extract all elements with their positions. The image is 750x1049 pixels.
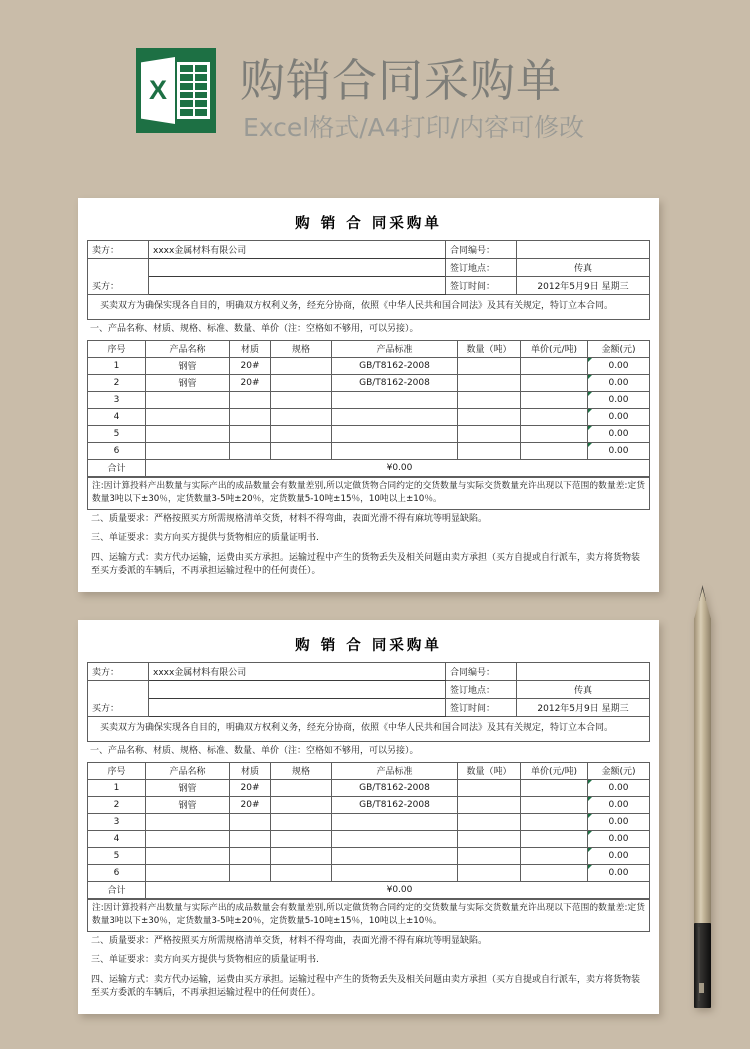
contract-no-value[interactable] [517, 663, 650, 681]
table-row [88, 864, 650, 881]
cell-name[interactable] [146, 442, 230, 459]
spacer-cell-left [88, 259, 149, 277]
comment-flag-icon [588, 848, 592, 852]
cell-price[interactable] [521, 813, 588, 830]
pencil-ferrule [694, 923, 711, 1008]
table-row [88, 259, 650, 277]
comment-flag-icon [588, 375, 592, 379]
col-header-spec: 规格 [271, 762, 332, 779]
sign-place-label: 签订地点： [446, 259, 517, 277]
col-header-material: 材质 [230, 762, 271, 779]
promo-banner [0, 0, 750, 180]
cell-material[interactable] [230, 847, 271, 864]
cell-material[interactable] [230, 425, 271, 442]
contract-info-table [87, 240, 650, 295]
cell-material[interactable] [230, 442, 271, 459]
cell-qty[interactable] [458, 408, 521, 425]
cell-no[interactable]: 3 [88, 813, 146, 830]
col-header-amount: 金额(元) [588, 340, 650, 357]
clause-two: 二、质量要求：严格按照买方所需规格清单交货，材料不得弯曲，表面光滑不得有麻坑等明显缺陷。 [91, 935, 488, 946]
cell-price[interactable] [521, 779, 588, 796]
cell-material[interactable] [230, 391, 271, 408]
cell-amount[interactable]: 0.00 [588, 408, 650, 425]
section-one-heading: 一、产品名称、材质、规格、标准、数量、单价（注：空格如不够用，可以另接）。 [90, 746, 419, 756]
cell-name[interactable]: 钢管 [146, 357, 230, 374]
cell-amount[interactable]: 0.00 [588, 830, 650, 847]
quantity-tolerance-note: 注:因计算投料产出数量与实际产出的成品数量会有数量差别,所以定做货物合同约定的交货数量与实际交货数量充许出现以下范围的数量差:定货数量3吨以下±30％，定货数量3-5吨±20％，定货数量5-10吨±15％，10吨以上±10％。 [88, 899, 650, 931]
cell-qty[interactable] [458, 374, 521, 391]
cell-price[interactable] [521, 408, 588, 425]
table-header-row [88, 340, 650, 357]
cell-amount[interactable]: 0.00 [588, 864, 650, 881]
cell-no[interactable]: 2 [88, 796, 146, 813]
clause-four: 四、运输方式：卖方代办运输，运费由买方承担。运输过程中产生的货物丢失及相关问题由卖方承担（买方自提或自行派车，卖方将货物装至买方委派的车辆后，不再承担运输过程中的任何责任）。 [91, 974, 641, 999]
sign-place-label: 签订地点： [446, 681, 517, 699]
cell-spec[interactable] [271, 864, 332, 881]
cell-qty[interactable] [458, 830, 521, 847]
cell-price[interactable] [521, 847, 588, 864]
cell-standard[interactable] [332, 830, 458, 847]
table-total-row [88, 459, 650, 476]
comment-flag-icon [588, 392, 592, 396]
col-header-spec: 规格 [271, 340, 332, 357]
col-header-price: 单价(元/吨) [521, 762, 588, 779]
cell-price[interactable] [521, 425, 588, 442]
seller-value[interactable]: xxxx金属材料有限公司 [149, 241, 446, 259]
cell-standard[interactable] [332, 864, 458, 881]
cell-material[interactable] [230, 830, 271, 847]
cell-standard[interactable] [332, 408, 458, 425]
total-label: 合计 [88, 881, 146, 898]
cell-price[interactable] [521, 796, 588, 813]
table-row [88, 663, 650, 681]
cell-amount[interactable]: 0.00 [588, 357, 650, 374]
cell-no[interactable]: 5 [88, 425, 146, 442]
sign-time-value[interactable]: 2012年5月9日 星期三 [517, 699, 650, 717]
quantity-tolerance-note: 注:因计算投料产出数量与实际产出的成品数量会有数量差别,所以定做货物合同约定的交货数量与实际交货数量充许出现以下范围的数量差:定货数量3吨以下±30％，定货数量3-5吨±20％，定货数量5-10吨±15％，10吨以上±10％。 [88, 477, 650, 509]
cell-name[interactable] [146, 830, 230, 847]
cell-spec[interactable] [271, 391, 332, 408]
cell-amount[interactable]: 0.00 [588, 796, 650, 813]
cell-qty[interactable] [458, 796, 521, 813]
table-row [88, 830, 650, 847]
pencil-body [694, 618, 711, 924]
sign-time-value[interactable]: 2012年5月9日 星期三 [517, 277, 650, 295]
cell-standard[interactable]: GB/T8162-2008 [332, 779, 458, 796]
cell-no[interactable]: 2 [88, 374, 146, 391]
table-row [88, 681, 650, 699]
seller-label: 卖方： [88, 241, 149, 259]
col-header-qty: 数量（吨） [458, 762, 521, 779]
col-header-standard: 产品标准 [332, 762, 458, 779]
cell-amount[interactable]: 0.00 [588, 391, 650, 408]
cell-spec[interactable] [271, 357, 332, 374]
comment-flag-icon [588, 409, 592, 413]
cell-spec[interactable] [271, 408, 332, 425]
cell-qty[interactable] [458, 813, 521, 830]
cell-name[interactable]: 钢管 [146, 796, 230, 813]
cell-name[interactable]: 钢管 [146, 374, 230, 391]
cell-spec[interactable] [271, 374, 332, 391]
cell-price[interactable] [521, 864, 588, 881]
table-row [88, 408, 650, 425]
table-row [88, 391, 650, 408]
cell-no[interactable]: 4 [88, 408, 146, 425]
notes-table [87, 899, 650, 932]
comment-flag-icon [588, 426, 592, 430]
cell-qty[interactable] [458, 779, 521, 796]
preamble-text: 买卖双方为确保实现各自目的，明确双方权利义务，经充分协商，依照《中华人民共和国合同法》及其有关规定，特订立本合同。 [88, 295, 650, 320]
cell-standard[interactable] [332, 813, 458, 830]
cell-qty[interactable] [458, 391, 521, 408]
cell-name[interactable] [146, 864, 230, 881]
contract-sheet-preview-1 [78, 198, 659, 592]
contract-no-label: 合同编号： [446, 241, 517, 259]
cell-price[interactable] [521, 374, 588, 391]
cell-no[interactable]: 6 [88, 442, 146, 459]
col-header-name: 产品名称 [146, 340, 230, 357]
cell-amount[interactable]: 0.00 [588, 374, 650, 391]
clause-two: 二、质量要求：严格按照买方所需规格清单交货，材料不得弯曲，表面光滑不得有麻坑等明显缺陷。 [91, 513, 488, 524]
section-one-heading: 一、产品名称、材质、规格、标准、数量、单价（注：空格如不够用，可以另接）。 [90, 324, 419, 334]
cell-name[interactable] [146, 813, 230, 830]
cell-qty[interactable] [458, 425, 521, 442]
page-title: 购 销 合 同采购单 [295, 638, 442, 654]
preamble-table [87, 295, 650, 320]
cell-amount[interactable]: 0.00 [588, 425, 650, 442]
sign-time-label: 签订时间： [446, 699, 517, 717]
cell-no[interactable]: 3 [88, 391, 146, 408]
cell-no[interactable]: 5 [88, 847, 146, 864]
table-row [88, 442, 650, 459]
excel-file-icon [136, 48, 216, 133]
clause-three: 三、单证要求：卖方向买方提供与货物相应的质量证明书. [91, 533, 319, 544]
cell-no[interactable]: 1 [88, 779, 146, 796]
cell-standard[interactable] [332, 425, 458, 442]
cell-no[interactable]: 4 [88, 830, 146, 847]
seller-address-value[interactable] [149, 259, 446, 277]
cell-qty[interactable] [458, 357, 521, 374]
comment-flag-icon [588, 831, 592, 835]
cell-qty[interactable] [458, 864, 521, 881]
seller-value[interactable]: xxxx金属材料有限公司 [149, 663, 446, 681]
table-row [88, 241, 650, 259]
col-header-standard: 产品标准 [332, 340, 458, 357]
col-header-no: 序号 [88, 762, 146, 779]
contract-info-table [87, 662, 650, 717]
seller-label: 卖方： [88, 663, 149, 681]
cell-material[interactable]: 20# [230, 796, 271, 813]
col-header-name: 产品名称 [146, 762, 230, 779]
buyer-value[interactable] [149, 699, 446, 717]
contract-no-value[interactable] [517, 241, 650, 259]
pencil-ferrule-mark [699, 983, 704, 993]
cell-standard[interactable]: GB/T8162-2008 [332, 796, 458, 813]
preamble-table [87, 717, 650, 742]
cell-material[interactable]: 20# [230, 779, 271, 796]
table-row [88, 425, 650, 442]
cell-standard[interactable]: GB/T8162-2008 [332, 357, 458, 374]
cell-no[interactable]: 1 [88, 357, 146, 374]
cell-name[interactable]: 钢管 [146, 779, 230, 796]
cell-name[interactable] [146, 408, 230, 425]
comment-flag-icon [588, 865, 592, 869]
col-header-material: 材质 [230, 340, 271, 357]
cell-material[interactable]: 20# [230, 374, 271, 391]
cell-spec[interactable] [271, 779, 332, 796]
cell-no[interactable]: 6 [88, 864, 146, 881]
buyer-label: 买方： [88, 699, 149, 717]
comment-flag-icon [588, 358, 592, 362]
cell-spec[interactable] [271, 813, 332, 830]
cell-qty[interactable] [458, 442, 521, 459]
cell-amount[interactable]: 0.00 [588, 442, 650, 459]
cell-amount[interactable]: 0.00 [588, 779, 650, 796]
cell-price[interactable] [521, 391, 588, 408]
table-row [88, 295, 650, 320]
product-table [87, 762, 650, 899]
comment-flag-icon [588, 814, 592, 818]
col-header-no: 序号 [88, 340, 146, 357]
table-total-row [88, 881, 650, 898]
table-row [88, 779, 650, 796]
cell-name[interactable] [146, 425, 230, 442]
notes-table [87, 477, 650, 510]
table-header-row [88, 762, 650, 779]
table-row [88, 477, 650, 509]
seller-address-value[interactable] [149, 681, 446, 699]
product-table [87, 340, 650, 477]
cell-material[interactable] [230, 813, 271, 830]
clause-three: 三、单证要求：卖方向买方提供与货物相应的质量证明书. [91, 955, 319, 966]
spacer-cell-left [88, 681, 149, 699]
sign-place-value[interactable]: 传真 [517, 681, 650, 699]
cell-amount[interactable]: 0.00 [588, 847, 650, 864]
cell-material[interactable]: 20# [230, 357, 271, 374]
sign-place-value[interactable]: 传真 [517, 259, 650, 277]
cell-material[interactable] [230, 408, 271, 425]
table-row [88, 899, 650, 931]
table-row [88, 796, 650, 813]
contract-sheet-preview-2 [78, 620, 659, 1014]
cell-material[interactable] [230, 864, 271, 881]
preamble-text: 买卖双方为确保实现各自目的，明确双方权利义务，经充分协商，依照《中华人民共和国合同法》及其有关规定，特订立本合同。 [88, 717, 650, 742]
cell-standard[interactable] [332, 391, 458, 408]
cell-qty[interactable] [458, 847, 521, 864]
comment-flag-icon [588, 780, 592, 784]
table-row [88, 717, 650, 742]
cell-spec[interactable] [271, 847, 332, 864]
table-row [88, 847, 650, 864]
col-header-qty: 数量（吨） [458, 340, 521, 357]
cell-standard[interactable]: GB/T8162-2008 [332, 374, 458, 391]
col-header-price: 单价(元/吨) [521, 340, 588, 357]
cell-spec[interactable] [271, 425, 332, 442]
total-label: 合计 [88, 459, 146, 476]
comment-flag-icon [588, 443, 592, 447]
excel-icon-letter: X [148, 75, 167, 105]
cell-spec[interactable] [271, 830, 332, 847]
cell-standard[interactable] [332, 442, 458, 459]
cell-name[interactable] [146, 391, 230, 408]
buyer-value[interactable] [149, 277, 446, 295]
comment-flag-icon [588, 797, 592, 801]
pencil [692, 585, 713, 1010]
col-header-amount: 金额(元) [588, 762, 650, 779]
total-value[interactable]: ¥0.00 [146, 459, 650, 476]
table-row [88, 813, 650, 830]
banner-title: 购销合同采购单 [240, 54, 563, 107]
table-row [88, 699, 650, 717]
cell-standard[interactable] [332, 847, 458, 864]
cell-amount[interactable]: 0.00 [588, 813, 650, 830]
cell-price[interactable] [521, 357, 588, 374]
cell-price[interactable] [521, 442, 588, 459]
page-title: 购 销 合 同采购单 [295, 216, 442, 232]
cell-name[interactable] [146, 847, 230, 864]
banner-subtitle: Excel格式/A4打印/内容可修改 [243, 113, 585, 142]
contract-no-label: 合同编号： [446, 663, 517, 681]
sign-time-label: 签订时间： [446, 277, 517, 295]
table-row [88, 277, 650, 295]
buyer-label: 买方： [88, 277, 149, 295]
total-value[interactable]: ¥0.00 [146, 881, 650, 898]
cell-spec[interactable] [271, 796, 332, 813]
cell-price[interactable] [521, 830, 588, 847]
cell-spec[interactable] [271, 442, 332, 459]
table-row [88, 374, 650, 391]
excel-icon-grid [177, 62, 210, 119]
pencil-cone [694, 589, 711, 619]
table-row [88, 357, 650, 374]
clause-four: 四、运输方式：卖方代办运输，运费由买方承担。运输过程中产生的货物丢失及相关问题由卖方承担（买方自提或自行派车，卖方将货物装至买方委派的车辆后，不再承担运输过程中的任何责任）。 [91, 552, 641, 577]
